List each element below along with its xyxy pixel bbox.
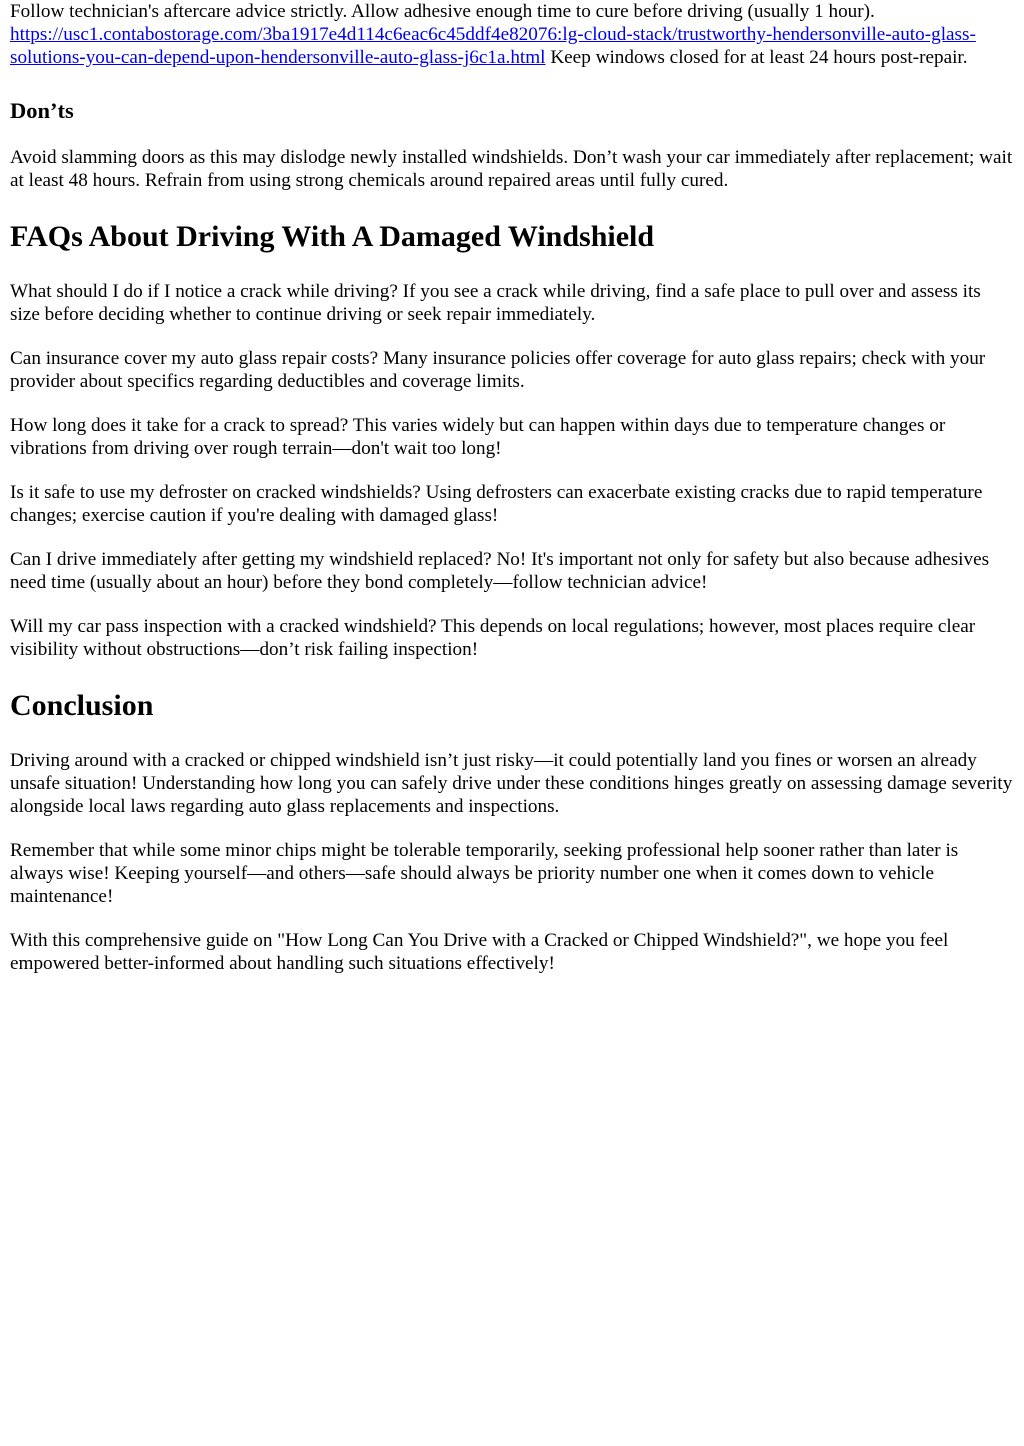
faq-item: Can insurance cover my auto glass repair costs? Many insurance policies offer coverage for auto glass repairs; check with your provider about specifics regarding deductibles and coverage limits. (10, 348, 986, 392)
faq-item: What should I do if I notice a crack while driving? If you see a crack while driving, find a safe place to pull over and assess its size before deciding whether to continue driving or seek repair immediately. (10, 281, 981, 325)
conclusion-paragraph: With this comprehensive guide on "How Long Can You Drive with a Cracked or Chipped Windshield?", we hope you feel empowered better-informed about handling such situations effectively! (10, 930, 949, 974)
conclusion-paragraph: Remember that while some minor chips might be tolerable temporarily, seeking professional help sooner rather than later is always wise! Keeping yourself—and others—safe should always be priority number one when it comes down to vehicle maintenance! (10, 840, 959, 907)
aftercare-text: Follow technician's aftercare advice strictly. Allow adhesive enough time to cure before driving (usually 1 hour). (10, 1, 875, 22)
donts-heading: Don’ts (10, 98, 74, 123)
aftercare-link[interactable]: https://usc1.contabostorage.com/3ba1917e4d114c6eac6c45ddf4e82076:lg-cloud-stack/trustworthy-hendersonville-auto-glass-solutions-you-can-depend-upon-hendersonville-auto-glass-j6c1a.html (10, 24, 976, 68)
faqs-heading: FAQs About Driving With A Damaged Windshield (10, 220, 655, 253)
aftercare-text-after-link: Keep windows closed for at least 24 hours post-repair. (550, 47, 968, 68)
conclusion-heading: Conclusion (10, 689, 154, 722)
conclusion-paragraph: Driving around with a cracked or chipped windshield isn’t just risky—it could potentially land you fines or worsen an already unsafe situation! Understanding how long you can safely drive under these conditions hinges greatly on assessing damage severity alongside local laws regarding auto glass replacements and inspections. (10, 750, 1013, 817)
faq-item: Will my car pass inspection with a cracked windshield? This depends on local regulations; however, most places require clear visibility without obstructions—don’t risk failing inspection! (10, 616, 976, 660)
faq-item: Is it safe to use my defroster on cracked windshields? Using defrosters can exacerbate existing cracks due to rapid temperature changes; exercise caution if you're dealing with damaged glass! (10, 482, 983, 526)
donts-paragraph: Avoid slamming doors as this may dislodge newly installed windshields. Don’t wash your car immediately after replacement; wait at least 48 hours. Refrain from using strong chemicals around repaired areas until fully cured. (10, 147, 1013, 191)
faq-item: Can I drive immediately after getting my windshield replaced? No! It's important not only for safety but also because adhesives need time (usually about an hour) before they bond completely—follow technician advice! (10, 549, 990, 593)
aftercare-paragraph (10, 0, 1014, 69)
faq-item: How long does it take for a crack to spread? This varies widely but can happen within days due to temperature changes or vibrations from driving over rough terrain—don't wait too long! (10, 415, 946, 459)
